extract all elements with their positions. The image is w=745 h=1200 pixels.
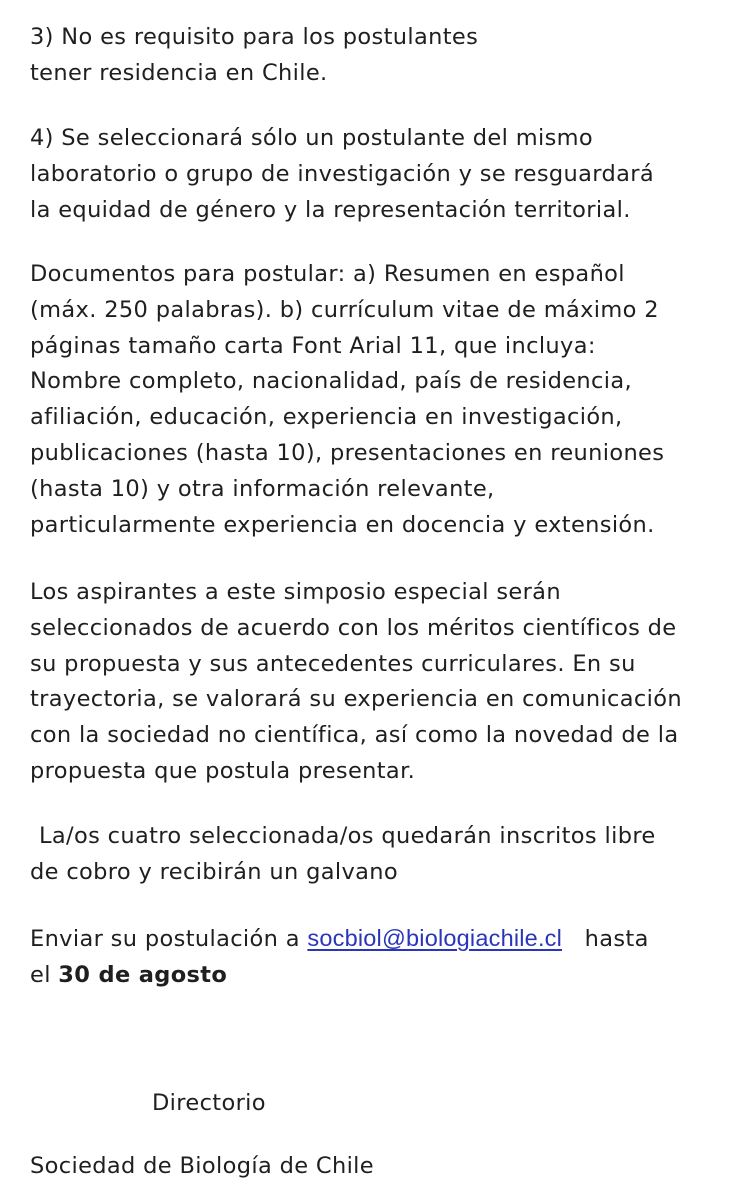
text-line: publicaciones (hasta 10), presentaciones en reuniones xyxy=(30,439,665,466)
submission-paragraph xyxy=(30,921,730,994)
requirement-4 xyxy=(30,121,730,228)
signature-organization xyxy=(30,1149,730,1185)
submission-suffix xyxy=(562,926,649,952)
text-line: tener residencia en Chile. xyxy=(30,59,328,86)
deadline-line xyxy=(30,958,730,994)
text-line: Documentos para postular: a) Resumen en español xyxy=(30,261,625,287)
selection-paragraph xyxy=(30,575,730,790)
deadline-date: 30 de agosto xyxy=(58,961,228,988)
submission-prefix: Enviar su postulación a xyxy=(30,926,308,952)
text-line: 3) No es requisito para los postulantes xyxy=(30,24,479,50)
signature-role xyxy=(152,1086,745,1122)
submission-line xyxy=(30,921,730,958)
text-line: la equidad de género y la representación territorial. xyxy=(30,196,631,223)
text-line: Los aspirantes a este simposio especial serán xyxy=(30,579,561,605)
text-line: Sociedad de Biología de Chile xyxy=(30,1153,374,1179)
text-line: Directorio xyxy=(152,1090,266,1116)
text-line: propuesta que postula presentar. xyxy=(30,757,416,784)
text-line: con la sociedad no científica, así como la novedad de la xyxy=(30,722,679,749)
submission-suffix-text: hasta xyxy=(584,926,649,952)
email-link[interactable]: socbiol@biologiachile.cl xyxy=(307,925,563,951)
text-line: trayectoria, se valorará su experiencia en comunicación xyxy=(30,686,682,713)
requirement-3 xyxy=(30,20,730,92)
text-line: de cobro y recibirán un galvano xyxy=(30,858,399,885)
text-line: Nombre completo, nacionalidad, país de residencia, xyxy=(30,368,633,395)
text-line: su propuesta y sus antecedentes curriculares. En su xyxy=(30,650,636,677)
documents-paragraph xyxy=(30,257,730,543)
text-line: laboratorio o grupo de investigación y se resguardará xyxy=(30,160,655,187)
text-line: páginas tamaño carta Font Arial 11, que incluya: xyxy=(30,332,596,359)
text-line: afiliación, educación, experiencia en investigación, xyxy=(30,404,623,431)
text-line: particularmente experiencia en docencia y extensión. xyxy=(30,511,655,538)
text-line: 4) Se seleccionará sólo un postulante del mismo xyxy=(30,125,594,151)
text-line: La/os cuatro seleccionada/os quedarán inscritos libre xyxy=(39,823,656,849)
text-line: (hasta 10) y otra información relevante, xyxy=(30,475,495,502)
awards-paragraph xyxy=(30,819,730,891)
text-line: seleccionados de acuerdo con los méritos científicos de xyxy=(30,614,677,641)
text-line: (máx. 250 palabras). b) currículum vitae de máximo 2 xyxy=(30,296,659,323)
deadline-prefix: el xyxy=(30,961,59,988)
